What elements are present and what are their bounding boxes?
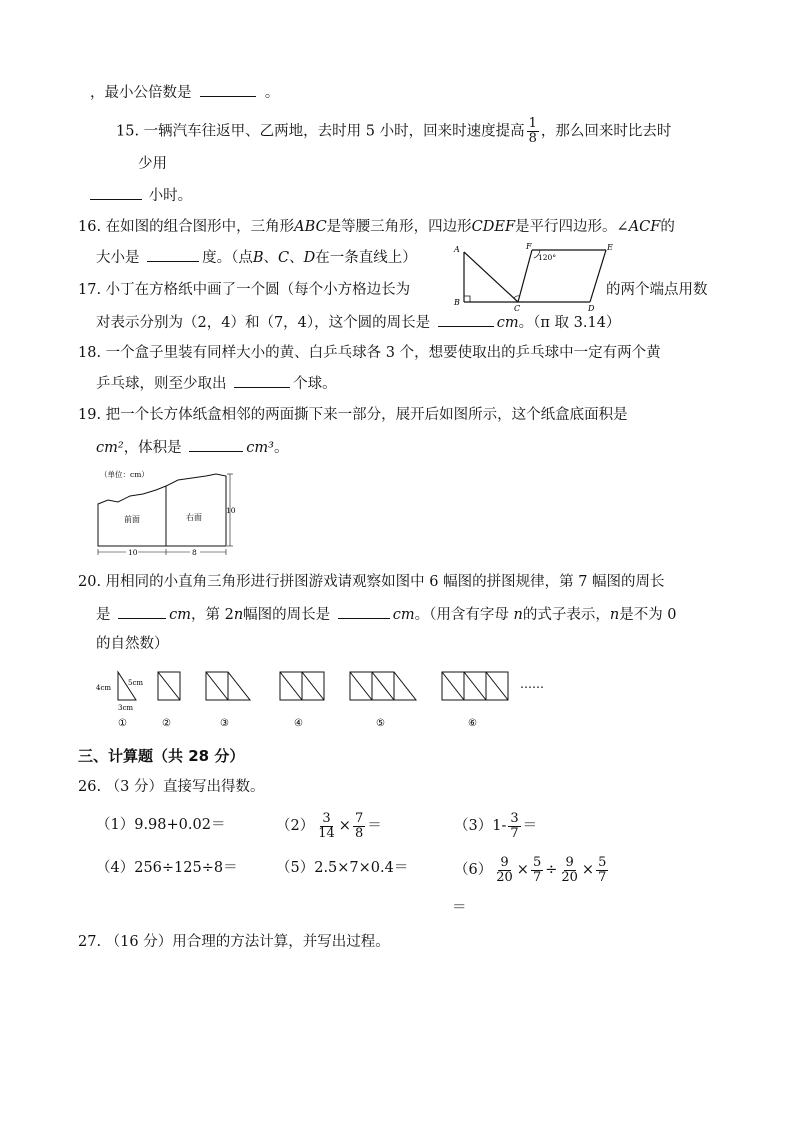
q20-text-2e: 的式子表示， (522, 607, 610, 623)
q16-sep1: 、 (263, 250, 279, 266)
q14-line (90, 82, 279, 103)
fig16-label-b: B (454, 298, 460, 307)
fig19-width2: 8 (192, 548, 197, 557)
q26-p2-frac2: $\frac{7}{8}$ (354, 810, 364, 841)
q26-p3 (454, 808, 537, 844)
fig20-side-4cm: 4cm (96, 684, 112, 692)
q17-number: 17. (78, 282, 102, 298)
q18-text-1: 一个盒子里装有同样大小的黄、白乒乓球各 3 个，想要使取出的乒乓球中一定有两个黄 (105, 345, 661, 361)
q18-line1 (78, 343, 661, 363)
q17-line1 (78, 280, 410, 300)
q20-text-2a: 是 (96, 607, 111, 623)
q17-line2 (96, 312, 620, 333)
q20-n-1: n (233, 607, 244, 623)
q16-text-2a: 大小是 (96, 250, 140, 266)
q26-p6-frac2: $\frac{5}{7}$ (532, 854, 542, 885)
fig20-side-5cm: 5cm (128, 679, 144, 687)
q15-line3 (90, 185, 192, 206)
q15-text: 一辆汽车往返甲、乙两地，去时用 5 小时，回来时速度提高 (143, 123, 525, 140)
q26-p2 (276, 808, 382, 844)
q17-text-2a: 对表示分别为（2，4）和（7，4），这个圆的周长是 (96, 315, 431, 331)
q15-fraction: $\frac{1}{8}$ (528, 116, 537, 146)
fig16-label-d: D (588, 304, 595, 312)
q27-number: 27. (78, 934, 102, 950)
fig19-front: 前面 (124, 515, 140, 524)
q20-blank-2[interactable] (338, 604, 390, 619)
q19-text-1: 把一个长方体纸盒相邻的两面撕下来一部分，展开后如图所示，这个纸盒底面积是 (105, 407, 628, 423)
q20-text-2b: ，第 2 (190, 607, 234, 623)
q27-line (78, 932, 390, 952)
q26-p6-frac1: $\frac{9}{20}$ (496, 854, 513, 885)
q16-cdef: CDEF (471, 219, 516, 235)
q27-text: （16 分）用合理的方法计算，并写出过程。 (105, 934, 390, 950)
q20-n-2: n (513, 607, 523, 623)
q20-n-3: n (609, 607, 620, 623)
q26-p2-frac1: $\frac{3}{14}$ (318, 810, 335, 841)
q20-blank-1[interactable] (118, 604, 166, 619)
q20-figure (96, 664, 566, 732)
fig20-side-3cm: 3cm (118, 704, 134, 712)
q15-line1 (116, 117, 671, 146)
fig19-height: 10 (226, 506, 236, 515)
fig20-ellipsis: …… (520, 677, 544, 691)
q15-number: 15. (116, 123, 140, 140)
fig20-label-5: ⑤ (376, 718, 385, 729)
q20-line2 (96, 604, 677, 625)
q14-end: 。 (264, 85, 280, 101)
fig16-label-c: C (514, 304, 521, 312)
q26-p2-eq: ＝ (367, 818, 382, 834)
q17-line1-tail (606, 280, 708, 300)
q26-p6-label: （6） (454, 862, 493, 878)
q19-line1 (78, 405, 628, 425)
q26-intro-line (78, 777, 265, 797)
fig20-label-6: ⑥ (468, 718, 477, 729)
q18-blank[interactable] (234, 373, 290, 388)
q16-figure (450, 240, 620, 312)
q16-number: 16. (78, 219, 102, 235)
q17-text-2b: 。（π 取 3.14） (518, 315, 621, 331)
section-3-heading: 三、计算题（共 28 分） (78, 747, 245, 765)
q16-text-mid2: 是平行四边形。∠ (515, 219, 629, 235)
q20-text-2d: 。（用含有字母 (414, 607, 509, 623)
q19-line2 (96, 437, 288, 458)
q17-unit: cm (496, 315, 519, 331)
q20-text-1: 用相同的小直角三角形进行拼图游戏请观察如图中 6 幅图的拼图规律，第 7 幅图的周长 (105, 574, 665, 590)
q26-p3-frac: $\frac{3}{7}$ (510, 810, 519, 841)
q18-text-2a: 乒乓球，则至少取出 (96, 376, 227, 392)
q15-text-c: 少用 (138, 156, 167, 172)
fig16-angle: 120° (538, 253, 557, 262)
q17-text-1: 小丁在方格纸中画了一个圆（每个小方格边长为 (105, 282, 411, 298)
q26-p1: （1）9.98+0.02＝ (96, 817, 226, 833)
q26-p2-op: × (338, 818, 351, 834)
q16-line2 (96, 247, 417, 268)
q26-p6-op2: ÷ (545, 862, 558, 878)
q26-p4: （4）256÷125÷8＝ (96, 860, 238, 876)
q26-p3-label: （3）1- (454, 818, 507, 834)
fig20-label-1: ① (118, 718, 127, 729)
q16-text-mid1: 是等腰三角形，四边形 (326, 219, 472, 235)
q20-line1 (78, 572, 665, 592)
q19-text-2b: 。 (273, 440, 289, 456)
fig20-label-2: ② (162, 718, 171, 729)
fig20-label-4: ④ (294, 718, 303, 729)
q20-number: 20. (78, 574, 102, 590)
q19-blank[interactable] (189, 437, 243, 452)
q16-text-end: 的 (660, 219, 675, 235)
q18-number: 18. (78, 345, 102, 361)
q26-intro: （3 分）直接写出得数。 (105, 779, 265, 795)
fig19-right: 右面 (186, 513, 202, 522)
q16-point-b: B (252, 250, 264, 266)
fig16-label-e: E (607, 243, 613, 252)
q16-text-2b: 度。（点 (202, 250, 253, 266)
q15-text-b: ，那么回来时比去时 (540, 123, 672, 140)
q16-point-d: D (303, 250, 316, 266)
q16-abc: ABC (294, 219, 327, 235)
fig20-label-3: ③ (220, 718, 229, 729)
q26-p6-frac3: $\frac{9}{20}$ (561, 854, 578, 885)
q19-text-2a: ，体积是 (123, 440, 182, 456)
fig16-label-a: A (454, 245, 460, 254)
q16-text: 在如图的组合图形中，三角形 (105, 219, 295, 235)
q15-line2 (138, 154, 167, 174)
q19-number: 19. (78, 407, 102, 423)
q26-p6-op1: × (516, 862, 529, 878)
q17-blank[interactable] (438, 312, 494, 327)
q20-unit-1: cm (169, 607, 191, 623)
q20-unit-2: cm (392, 607, 415, 623)
q26-p3-eq: ＝ (522, 818, 538, 834)
q19-unit-area: cm² (96, 440, 124, 456)
q14-text: ，最小公倍数是 (90, 85, 192, 101)
q26-p6-equals: ＝ (452, 900, 467, 916)
q15-text-d: 小时。 (148, 188, 193, 204)
q26-p6 (454, 852, 610, 888)
q26-p5: （5）2.5×7×0.4＝ (276, 860, 409, 876)
q19-unit-volume: cm³ (246, 440, 274, 456)
q16-point-c: C (278, 250, 290, 266)
q14-blank[interactable] (200, 82, 256, 97)
fig19-unit-note: （单位：cm） (100, 470, 149, 479)
q26-p6-frac4: $\frac{5}{7}$ (598, 854, 607, 885)
q16-text-2c: 在一条直线上） (315, 250, 417, 266)
q26-p6-op3: × (581, 862, 595, 878)
q20-text-2c: 幅图的周长是 (243, 607, 331, 623)
q26-p2-label: （2） (276, 818, 315, 834)
q19-figure (88, 466, 240, 558)
q16-line1 (78, 217, 675, 237)
q17-text-1b: 的两个端点用数 (606, 282, 708, 298)
fig19-width1: 10 (128, 548, 138, 557)
q26-number: 26. (78, 779, 102, 795)
q16-acf: ACF (628, 219, 661, 235)
fig16-label-f: F (526, 242, 532, 251)
q18-text-2b: 个球。 (293, 376, 337, 392)
q15-blank[interactable] (90, 185, 142, 200)
q16-sep2: 、 (289, 250, 304, 266)
q20-line3 (96, 634, 169, 654)
q18-line2 (96, 373, 337, 394)
q20-text-2f: 是不为 0 (619, 607, 677, 623)
q16-blank[interactable] (147, 247, 199, 262)
q20-text-3: 的自然数） (96, 636, 169, 652)
